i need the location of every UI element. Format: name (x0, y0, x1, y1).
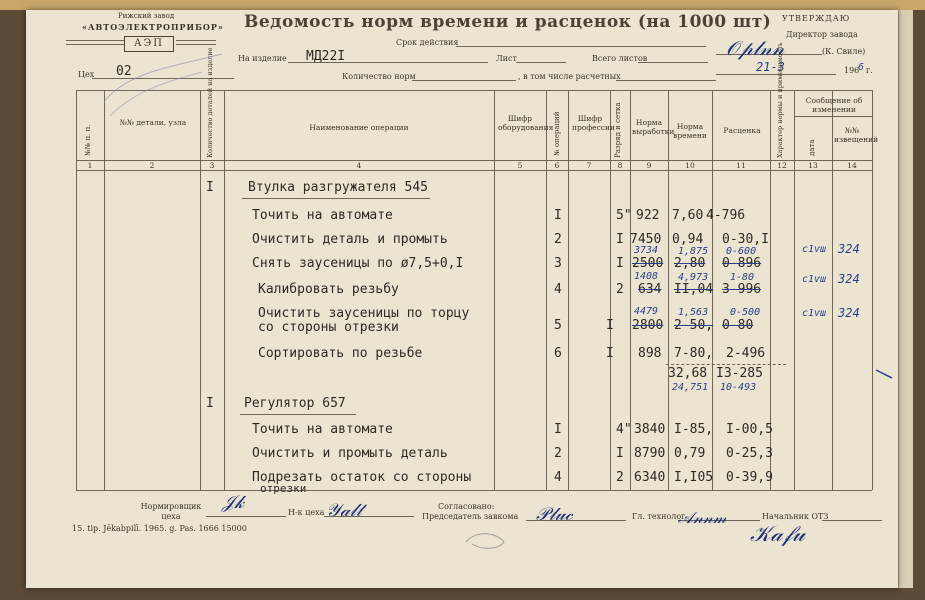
col-header-14: №№ извещений (834, 126, 879, 144)
op-name: Снять заусеницы по ø7,5+0,I (252, 256, 464, 271)
shop-value: 02 (116, 64, 132, 79)
op-name: Точить на автомате (252, 422, 393, 437)
op-number: I (554, 422, 562, 437)
chief-tech-signature: 𝒜𝓃𝓃𝓂 (678, 508, 727, 527)
col-num-13: 13 (808, 161, 818, 170)
op-output-new: 4479 (634, 306, 659, 317)
op-time-new: 1,563 (678, 307, 709, 318)
op-rate-old: 3-996 (722, 282, 762, 297)
op-output: 3840 (634, 422, 666, 437)
col-header-7: Шифр профессии (572, 114, 616, 132)
op-grade: I (616, 256, 624, 271)
pencil-marks (26, 10, 898, 588)
op-output: 8790 (634, 446, 666, 461)
op-name: Калибровать резьбу (258, 282, 399, 297)
op-name-cont: отрезки (260, 482, 307, 495)
op-grade: I (616, 232, 624, 247)
product-label: На изделие (238, 54, 287, 63)
year-label: 196 (844, 66, 860, 75)
op-rate-old: 0-80 (722, 318, 754, 333)
col-header-6: № операций (553, 111, 561, 156)
shop-head-label: Н-к цеха (288, 508, 325, 517)
col-header-12: Характер нормы и применимость (776, 42, 784, 158)
op-time: 7-80, (674, 346, 714, 361)
change-date: с1ѵш (802, 308, 827, 319)
op-number: 4 (554, 282, 562, 297)
op-name-cont: со стороны отрезки (258, 320, 399, 335)
op-name: Сортировать по резьбе (258, 346, 423, 361)
union-signature: 𝒫𝓁𝓊𝒸 (536, 504, 573, 525)
top-binding-strip (0, 0, 925, 10)
norms-count-label: Количество норм (342, 72, 416, 81)
col-header-4: Наименование операции (309, 123, 409, 132)
incl-label: , в том числе расчетных (518, 72, 621, 81)
op-rate: I-00,5 (726, 422, 773, 437)
col-num-3: 3 (209, 161, 215, 170)
op-rate-old: 0-896 (722, 256, 762, 271)
op-number: 2 (554, 446, 562, 461)
op-grade: 5" (616, 208, 632, 223)
otz-head-label: Начальник ОТЗ (762, 512, 829, 521)
op-time-new: 4,973 (678, 272, 709, 283)
col-num-1: 1 (87, 161, 93, 170)
op-grade: 2 (616, 470, 624, 485)
col-header-11: Расценка (723, 126, 761, 135)
op-rate: 0-39,9 (726, 470, 773, 485)
document-sheet (26, 10, 898, 588)
op-grade: 2 (616, 282, 624, 297)
op-output-old: 2500 (632, 256, 664, 271)
op-rate: 4-796 (706, 208, 746, 223)
col-header-1: №№ п. п. (84, 124, 92, 156)
agreed-label: Согласовано: (438, 502, 495, 511)
col-header-10: Норма времени (673, 122, 707, 140)
op-time: I,I05 (674, 470, 714, 485)
part-qty: I (206, 180, 214, 195)
op-output: 7450 (630, 232, 662, 247)
op-number: 6 (554, 346, 562, 361)
year-suffix: г. (866, 66, 873, 75)
change-date: с1ѵш (802, 274, 827, 285)
chief-tech-label: Гл. технолог (632, 512, 686, 521)
print-info: 15. tip. Jēkabpilī. 1965. g. Pas. 1666 15000 (72, 524, 247, 533)
year-digit: 6 (858, 62, 865, 73)
op-grade: I (606, 318, 614, 333)
org-line1: Рижский завод (118, 12, 175, 20)
op-rate: 2-496 (726, 346, 766, 361)
col-num-4: 4 (356, 161, 362, 170)
director-name: (К. Свиле) (822, 47, 866, 56)
col-num-14: 14 (847, 161, 857, 170)
approval-date: 21-3 (756, 60, 785, 74)
normer-label: Нормировщик цеха (140, 502, 202, 521)
op-name: Подрезать остаток со стороны (252, 470, 472, 485)
otz-head-signature: 𝒦𝒶𝒻𝓊 (750, 522, 805, 547)
col-num-2: 2 (149, 161, 155, 170)
op-time: 7,60 (672, 208, 704, 223)
op-name: Очистить заусеницы по торцу (258, 306, 470, 321)
op-output-new: 3734 (634, 245, 659, 256)
change-date: с1ѵш (802, 244, 827, 255)
director-signature: 𝒪𝓅𝓁𝓃𝓃 (726, 36, 785, 60)
approve-label: УТВЕРЖДАЮ (782, 14, 851, 23)
change-notice: 324 (838, 242, 860, 256)
op-number: 2 (554, 232, 562, 247)
part-name: Втулка разгружателя 545 (248, 180, 429, 195)
col-num-6: 6 (554, 161, 560, 170)
op-name: Точить на автомате (252, 208, 393, 223)
col-header-9: Норма выработки (632, 118, 675, 136)
op-output: 6340 (634, 470, 666, 485)
org-line2: «АВТОЭЛЕКТРОПРИБОР» (82, 22, 224, 32)
part-qty: I (206, 396, 214, 411)
col-header-2: №№ детали, узла (119, 118, 187, 127)
total-time: 32,68 (668, 366, 708, 381)
total-rate: I3-285 (716, 366, 763, 381)
col-num-10: 10 (685, 161, 695, 170)
op-grade: I (616, 446, 624, 461)
col-num-11: 11 (736, 161, 746, 170)
op-number: 4 (554, 470, 562, 485)
col-header-8: Разряд и сетка (614, 102, 622, 158)
col-header-13: дата (808, 139, 816, 156)
op-time-old: II,04 (674, 282, 714, 297)
sheet-label: Лист (496, 54, 517, 63)
total-rate-new: 10-493 (720, 382, 757, 393)
union-label: Председатель завкома (422, 512, 519, 521)
col-num-5: 5 (517, 161, 523, 170)
total-time-new: 24,751 (672, 382, 709, 393)
op-time: 0,94 (672, 232, 704, 247)
change-notice: 324 (838, 272, 860, 286)
op-rate-new: 1-80 (730, 272, 755, 283)
op-output-new: 1408 (634, 271, 659, 282)
op-rate-new: 0-500 (730, 307, 761, 318)
right-binding-strip (898, 10, 913, 588)
op-output-old: 634 (638, 282, 662, 297)
shop-head-signature: 𝒴𝒶𝓁𝓉 (326, 500, 363, 521)
normer-signature: 𝒥𝓀 (222, 492, 245, 513)
op-time-new: 1,875 (678, 246, 709, 257)
col-header-3: Количество деталей на изделие (206, 47, 214, 158)
op-output: 898 (638, 346, 662, 361)
op-output-old: 2800 (632, 318, 664, 333)
op-time-old: 2-50, (674, 318, 714, 333)
change-notice: 324 (838, 306, 860, 320)
op-number: 3 (554, 256, 562, 271)
op-time: I-85, (674, 422, 714, 437)
op-name: Очистить и промыть деталь (252, 446, 448, 461)
op-grade: I (606, 346, 614, 361)
total-sheets-label: Всего листов (592, 54, 648, 63)
op-output: 922 (636, 208, 660, 223)
col-num-7: 7 (586, 161, 592, 170)
changes-header: Сообщение об изменении (805, 96, 863, 114)
col-num-9: 9 (646, 161, 652, 170)
company-logo: АЭП (124, 36, 174, 52)
col-header-5: Шифр оборудования (498, 114, 554, 132)
op-name: Очистить деталь и промыть (252, 232, 448, 247)
document-title: Ведомость норм времени и расценок (на 1000 шт) (244, 12, 772, 32)
op-number: I (554, 208, 562, 223)
op-number: 5 (554, 318, 562, 333)
op-time: 0,79 (674, 446, 706, 461)
col-num-8: 8 (617, 161, 623, 170)
col-num-12: 12 (777, 161, 787, 170)
shop-label: Цех (78, 70, 95, 79)
op-rate: 0-30,I (722, 232, 769, 247)
director-label: Директор завода (786, 30, 858, 39)
op-grade: 4" (616, 422, 632, 437)
product-value: МД22I (306, 49, 346, 64)
op-rate: 0-25,3 (726, 446, 773, 461)
validity-label: Срок действия (396, 38, 459, 47)
part-name: Регулятор 657 (244, 396, 346, 411)
op-time-old: 2,80 (674, 256, 706, 271)
op-rate-new: 0-600 (726, 246, 757, 257)
